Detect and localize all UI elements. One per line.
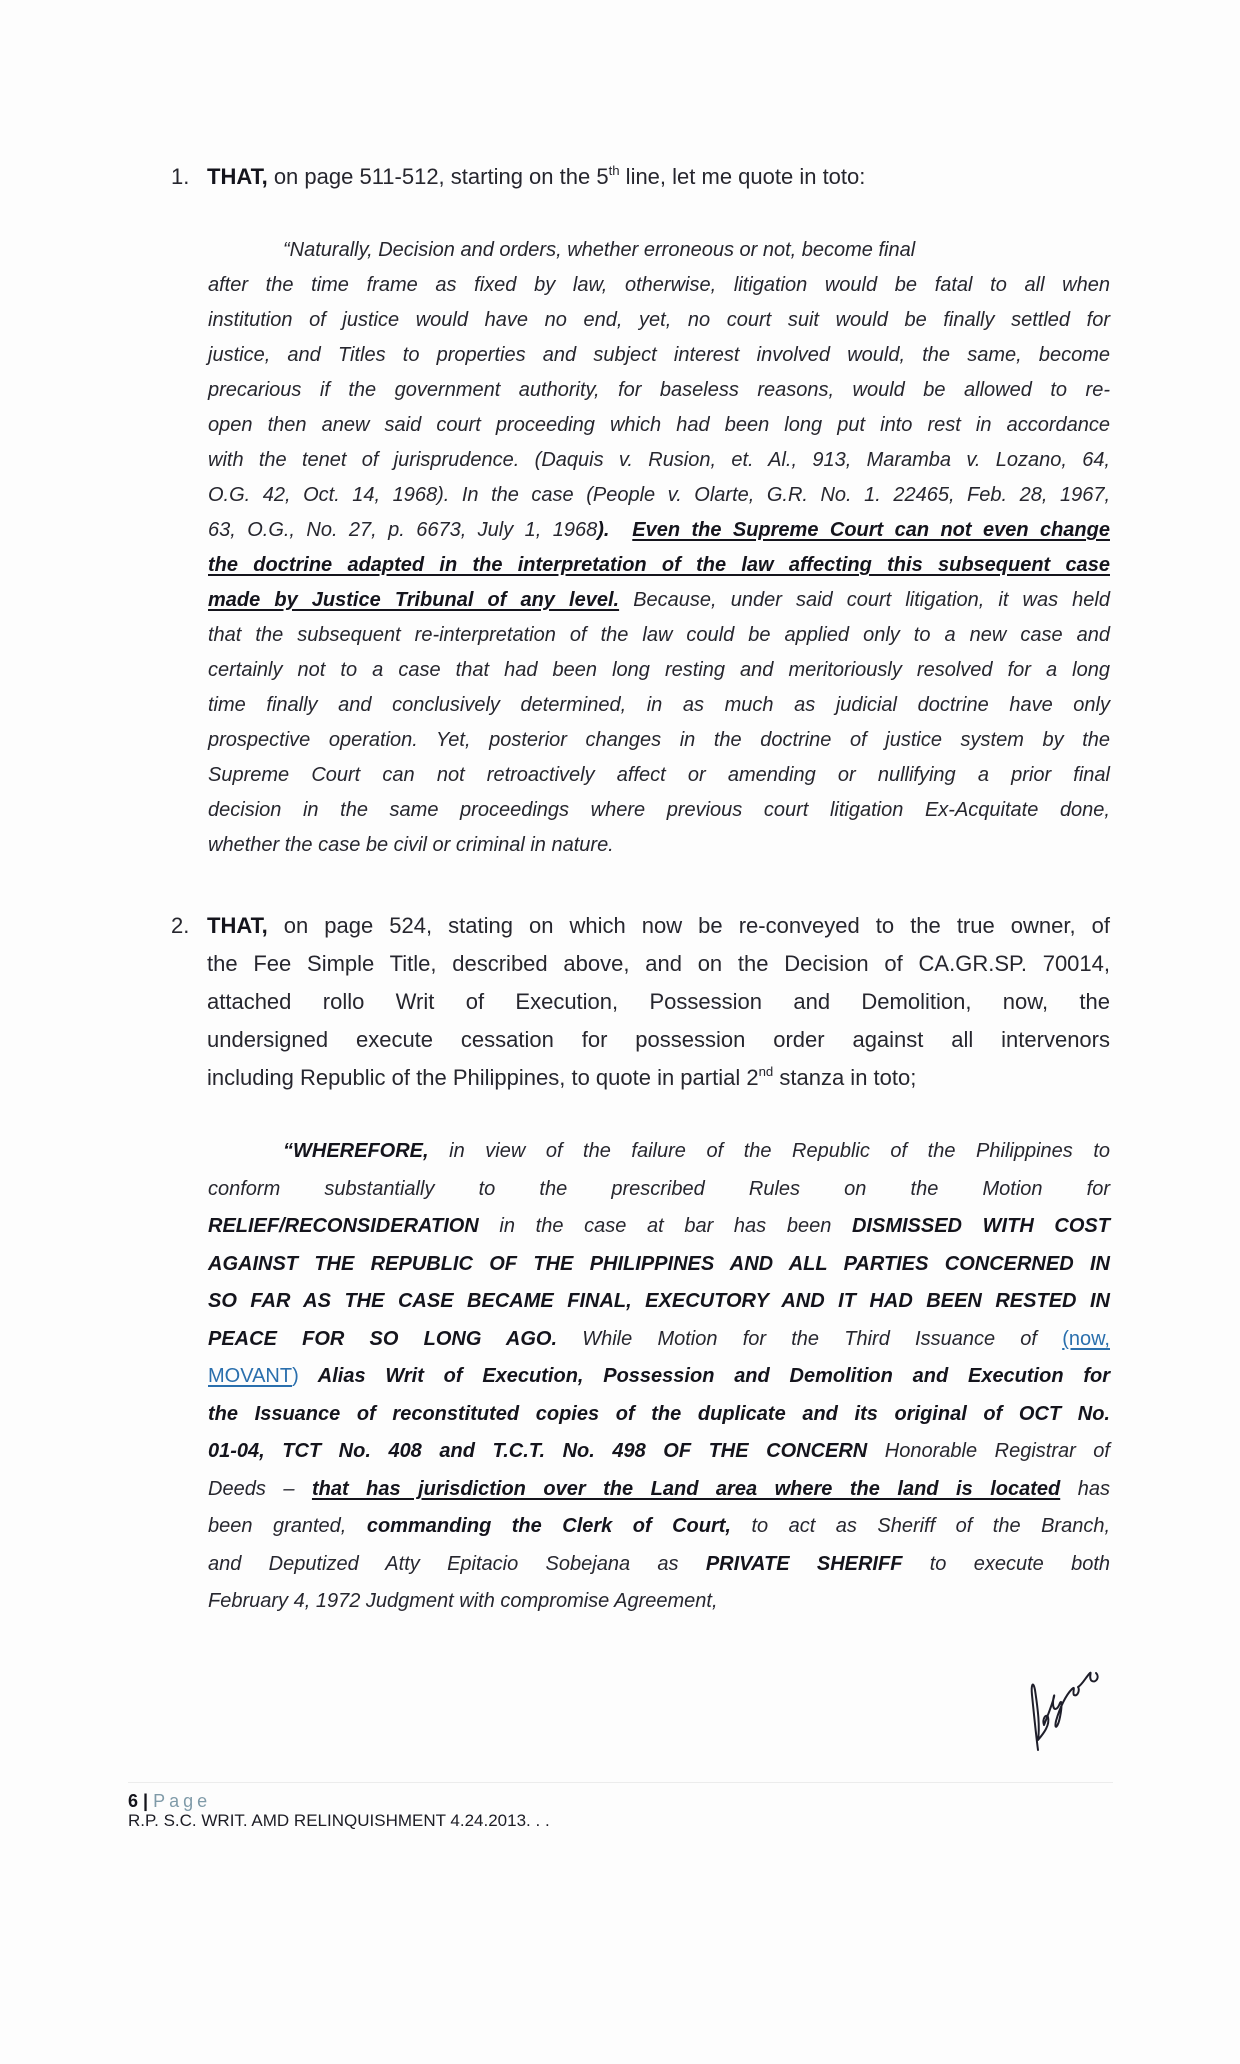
item-2-text bbox=[207, 915, 1110, 937]
quote-1-line bbox=[208, 590, 1110, 610]
signature-icon bbox=[1020, 1655, 1115, 1760]
bold-text: RELIEF/RECONSIDERATION bbox=[208, 1215, 479, 1237]
item-2-line: attached rollo Writ of Execution, Possession and Demolition, now, the bbox=[207, 989, 1110, 1014]
quote-1-line: Supreme Court can not retroactively affect or amending or nullifying a prior final bbox=[208, 764, 1110, 786]
movant-link[interactable]: MOVANT bbox=[208, 1365, 293, 1387]
page-separator: | bbox=[138, 1791, 154, 1811]
item-1-text-b: line, let me quote in toto: bbox=[619, 164, 866, 189]
quote-2-line: February 4, 1972 Judgment with compromise Agreement, bbox=[208, 1590, 718, 1612]
quote-2-line: AGAINST THE REPUBLIC OF THE PHILIPPINES AND ALL PARTIES CONCERNED IN bbox=[208, 1253, 1110, 1275]
quote-1-line: open then anew said court proceeding which had been long put into rest in accordance bbox=[208, 414, 1110, 436]
quote-2-line: SO FAR AS THE CASE BECAME FINAL, EXECUTORY AND IT HAD BEEN RESTED IN bbox=[208, 1290, 1110, 1312]
bold-text: PEACE FOR SO LONG AGO. bbox=[208, 1328, 558, 1350]
quote-1-line: O.G. 42, Oct. 14, 1968). In the case (People v. Olarte, G.R. No. 1. 22465, Feb. 28, 1967, bbox=[208, 484, 1110, 506]
citation-text: 63, O.G., No. 27, p. 6673, July 1, 1968 bbox=[208, 519, 598, 541]
quote-text: Honorable Registrar of bbox=[867, 1440, 1110, 1462]
emphasis-underlined: Even the Supreme Court can not even change bbox=[632, 519, 1110, 541]
quote-text: been granted, bbox=[208, 1515, 367, 1537]
quote-1-line: precarious if the government authority, for baseless reasons, would be allowed to re- bbox=[208, 379, 1110, 401]
quote-1-line: with the tenet of jurisprudence. (Daquis v. Rusion, et. Al., 913, Maramba v. Lozano, 64, bbox=[208, 449, 1110, 471]
quote-2-line: conform substantially to the prescribed Rules on the Motion for bbox=[208, 1178, 1110, 1200]
quote-2-line bbox=[208, 1516, 1110, 1536]
movant-link[interactable]: (now, bbox=[1062, 1328, 1110, 1350]
quote-1-line bbox=[208, 520, 1110, 540]
movant-paren: ) bbox=[292, 1365, 299, 1387]
emphasis-underlined: the doctrine adapted in the interpretation of the law affecting this subsequent case bbox=[208, 554, 1110, 576]
item-2-lead: THAT, bbox=[207, 913, 268, 938]
quote-2-line bbox=[208, 1479, 1110, 1499]
quote-1-line: after the time frame as fixed by law, otherwise, litigation would be fatal to all when bbox=[208, 274, 1110, 296]
emphasis-underlined: that has jurisdiction over the Land area where the land is located bbox=[311, 1478, 1061, 1500]
quote-1-line: prospective operation. Yet, posterior changes in the doctrine of justice system by the bbox=[208, 729, 1110, 751]
emphasis-underlined: made by Justice Tribunal of any level. bbox=[208, 589, 620, 611]
bold-text: commanding the Clerk of Court, bbox=[366, 1515, 731, 1537]
item-2-line: the Fee Simple Title, described above, and on the Decision of CA.GR.SP. 70014, bbox=[207, 951, 1110, 976]
quote-2-line bbox=[208, 1216, 1110, 1236]
citation-close: ). bbox=[597, 519, 610, 541]
quote-2-line bbox=[208, 1441, 1110, 1461]
bold-text: 01-04, TCT No. 408 and T.C.T. No. 498 OF THE CONCERN bbox=[208, 1440, 868, 1462]
quote-text: in view of the failure of the Republic of the Philippines to bbox=[428, 1140, 1110, 1162]
quote-text: Deeds – bbox=[208, 1478, 312, 1500]
quote-text: has bbox=[1060, 1478, 1110, 1500]
item-1-text bbox=[207, 162, 866, 189]
quote-1-line: time finally and conclusively determined, in as much as judicial doctrine have only bbox=[208, 694, 1110, 716]
item-1-superscript: th bbox=[608, 162, 620, 178]
item-1-lead: THAT, bbox=[207, 164, 268, 189]
quote-text: to act as Sheriff of the Branch, bbox=[730, 1515, 1111, 1537]
footer-reference: R.P. S.C. WRIT. AMD RELINQUISHMENT 4.24.2013. . . bbox=[128, 1811, 550, 1830]
wherefore-clause: “WHEREFORE, bbox=[283, 1140, 429, 1162]
quote-1-line bbox=[208, 555, 1110, 575]
quote-text: to execute both bbox=[902, 1553, 1111, 1575]
quote-2-line bbox=[208, 1554, 1110, 1574]
quote-text: and Deputized Atty Epitacio Sobejana as bbox=[208, 1553, 706, 1575]
quote-1-line: that the subsequent re-interpretation of the law could be applied only to a new case and bbox=[208, 624, 1110, 646]
quote-1-line: whether the case be civil or criminal in nature. bbox=[208, 834, 614, 856]
quote-text: in the case at bar has been bbox=[478, 1215, 852, 1237]
quote-2-line bbox=[208, 1329, 1110, 1349]
item-2-line: undersigned execute cessation for possession order against all intervenors bbox=[207, 1027, 1110, 1052]
quote-text: While Motion for the Third Issuance of bbox=[557, 1328, 1063, 1350]
item-2-text-c: stanza in toto; bbox=[773, 1065, 917, 1090]
bold-text: DISMISSED WITH COST bbox=[851, 1215, 1110, 1237]
quote-1-line: decision in the same proceedings where previous court litigation Ex-Acquitate done, bbox=[208, 799, 1110, 821]
page-label: Page bbox=[153, 1791, 212, 1811]
quote-1-line: certainly not to a case that had been long resting and meritoriously resolved for a long bbox=[208, 659, 1110, 681]
quote-2-line: the Issuance of reconstituted copies of the duplicate and its original of OCT No. bbox=[208, 1403, 1110, 1425]
footer-divider bbox=[128, 1782, 1113, 1783]
item-1-number: 1. bbox=[171, 164, 190, 189]
page-number: 6 bbox=[128, 1791, 139, 1811]
item-2-text-a: on page 524, stating on which now be re-conveyed to the true owner, of bbox=[267, 913, 1110, 938]
item-2-superscript: nd bbox=[758, 1063, 774, 1079]
quote-1-line: “Naturally, Decision and orders, whether erroneous or not, become final bbox=[283, 239, 916, 261]
item-1-text-a: on page 511-512, starting on the 5 bbox=[267, 164, 609, 189]
quote-1-line: institution of justice would have no end, yet, no court suit would be finally settled for bbox=[208, 309, 1110, 331]
quote-1-line: justice, and Titles to properties and subject interest involved would, the same, become bbox=[208, 344, 1110, 366]
bold-text: Alias Writ of Execution, Possession and Demolition and Execution for bbox=[298, 1365, 1110, 1387]
item-2-number: 2. bbox=[171, 913, 190, 938]
item-2-text-b: including Republic of the Philippines, to quote in partial 2 bbox=[207, 1065, 759, 1090]
quote-2-line bbox=[208, 1366, 1110, 1386]
footer-page-number bbox=[128, 1792, 211, 1810]
quote-2-line bbox=[283, 1141, 1110, 1161]
bold-text: PRIVATE SHERIFF bbox=[705, 1553, 903, 1575]
item-2-line bbox=[207, 1063, 917, 1090]
quote-text: Because, under said court litigation, it was held bbox=[619, 589, 1110, 611]
